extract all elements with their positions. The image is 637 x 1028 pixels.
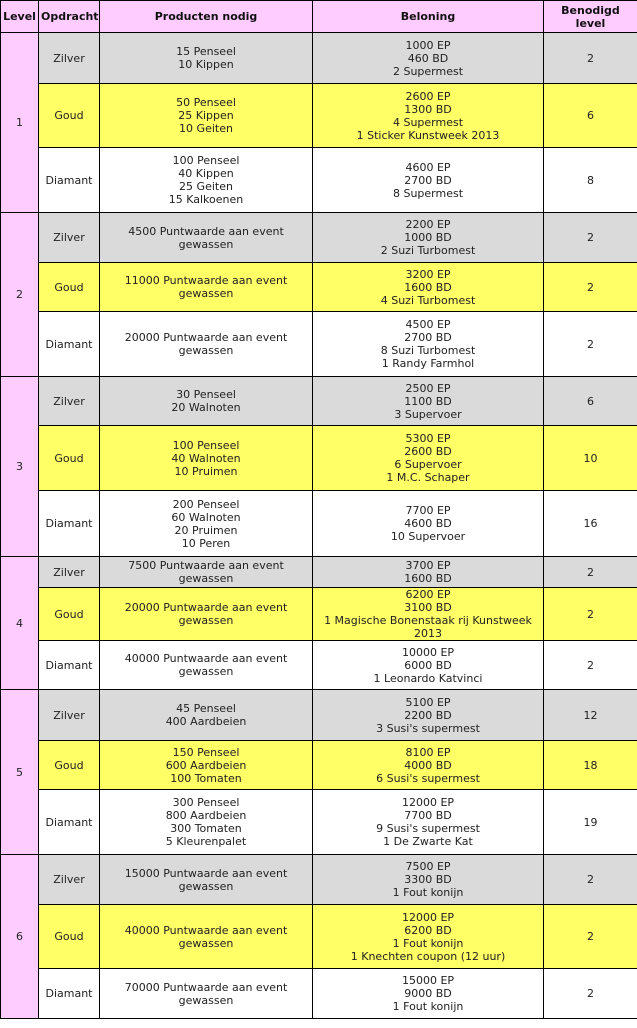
table-row	[1, 148, 637, 213]
products-cell	[100, 905, 313, 969]
reward-line: 4500 EP	[405, 318, 451, 331]
product-line: 25 Geiten	[179, 180, 233, 193]
table-row	[1, 969, 637, 1019]
product-line: 20 Walnoten	[171, 401, 241, 414]
reward-line: 4 Supermest	[392, 115, 464, 129]
tier-cell: Diamant	[39, 312, 100, 377]
product-line: 5 Kleurenpalet	[165, 835, 247, 848]
reward-line: 7700 EP	[405, 504, 451, 517]
table-row	[1, 213, 637, 263]
reward-line: 4600 BD	[404, 517, 452, 530]
rewards-cell	[313, 377, 544, 426]
products-cell	[100, 148, 313, 213]
required-level-cell: 16	[544, 491, 637, 557]
reward-line: 7700 BD	[404, 809, 452, 822]
reward-line: 8100 EP	[405, 745, 451, 759]
required-level-cell: 2	[544, 33, 637, 84]
products-cell	[100, 641, 313, 690]
level-cell: 1	[1, 33, 39, 213]
rewards-cell	[313, 491, 544, 557]
level-cell: 4	[1, 557, 39, 690]
product-line: 20000 Puntwaarde aan event gewassen	[124, 601, 288, 627]
rewards-cell	[313, 905, 544, 969]
tier-cell: Goud	[39, 741, 100, 790]
tier-cell: Goud	[39, 263, 100, 312]
product-line: 100 Tomaten	[170, 771, 242, 785]
tier-cell: Zilver	[39, 557, 100, 588]
reward-line: 3 Susi's supermest	[376, 721, 480, 735]
tier-cell: Zilver	[39, 855, 100, 905]
rewards-cell	[313, 741, 544, 790]
products-cell	[100, 790, 313, 855]
reward-line: 6200 EP	[405, 588, 451, 601]
rewards-cell	[313, 969, 544, 1019]
product-line: 10 Geiten	[179, 122, 233, 135]
reward-line: 6000 BD	[404, 658, 452, 672]
table-row	[1, 557, 637, 588]
product-line: 300 Penseel	[172, 796, 240, 809]
products-cell	[100, 969, 313, 1019]
product-line: 15000 Puntwaarde aan event gewassen	[124, 866, 288, 893]
reward-line: 2200 BD	[404, 708, 452, 722]
products-cell	[100, 741, 313, 790]
required-level-cell: 2	[544, 312, 637, 377]
required-level-cell: 2	[544, 213, 637, 263]
rewards-cell	[313, 557, 544, 588]
header-opdracht: Opdracht	[39, 1, 100, 33]
reward-line: 8 Suzi Turbomest	[380, 344, 476, 357]
reward-line: 1000 EP	[405, 38, 451, 52]
required-level-cell: 2	[544, 905, 637, 969]
rewards-cell	[313, 588, 544, 641]
reward-line: 1 Fout konijn	[392, 1000, 464, 1013]
tier-cell: Goud	[39, 588, 100, 641]
reward-line: 5300 EP	[405, 432, 451, 445]
tier-cell: Zilver	[39, 213, 100, 263]
header-beloning: Beloning	[313, 1, 544, 33]
tier-cell: Zilver	[39, 33, 100, 84]
table-row	[1, 491, 637, 557]
products-cell	[100, 690, 313, 741]
reward-line: 5100 EP	[405, 695, 451, 709]
reward-line: 2700 BD	[404, 331, 452, 344]
header-benodigd-level: Benodigd level	[544, 1, 637, 33]
reward-line: 10 Supervoer	[390, 530, 466, 543]
product-line: 70000 Puntwaarde aan event gewassen	[124, 980, 288, 1007]
reward-line: 1 Fout konijn	[392, 936, 464, 950]
rewards-cell	[313, 790, 544, 855]
required-level-cell: 2	[544, 641, 637, 690]
rewards-cell	[313, 312, 544, 377]
header-producten: Producten nodig	[100, 1, 313, 33]
product-line: 15 Penseel	[176, 45, 236, 58]
table-row	[1, 33, 637, 84]
required-level-cell: 19	[544, 790, 637, 855]
product-line: 11000 Puntwaarde aan event gewassen	[124, 274, 288, 300]
reward-line: 1 Leonardo Katvinci	[373, 671, 483, 685]
product-line: 10 Kippen	[178, 58, 234, 71]
table-row	[1, 855, 637, 905]
table-row	[1, 377, 637, 426]
reward-line: 3300 BD	[404, 873, 452, 886]
products-cell	[100, 855, 313, 905]
table-row	[1, 426, 637, 491]
reward-line: 2200 EP	[405, 218, 451, 231]
reward-line: 8 Supermest	[392, 186, 464, 200]
required-level-cell: 2	[544, 969, 637, 1019]
table-row	[1, 690, 637, 741]
products-cell	[100, 312, 313, 377]
reward-line: 1600 BD	[404, 280, 452, 294]
product-line: 40 Kippen	[178, 167, 234, 180]
table-row	[1, 905, 637, 969]
product-line: 60 Walnoten	[171, 510, 241, 524]
products-cell	[100, 588, 313, 641]
product-line: 800 Aardbeien	[165, 809, 247, 822]
table-row	[1, 790, 637, 855]
product-line: 45 Penseel	[176, 702, 236, 715]
level-cell: 5	[1, 690, 39, 855]
reward-line: 2500 EP	[405, 381, 451, 395]
tier-cell: Zilver	[39, 377, 100, 426]
products-cell	[100, 491, 313, 557]
reward-line: 10000 EP	[401, 645, 455, 659]
reward-line: 3100 BD	[404, 601, 452, 614]
reward-line: 2600 BD	[404, 445, 452, 458]
tier-cell: Goud	[39, 84, 100, 148]
reward-line: 1 Fout konijn	[392, 886, 464, 899]
rewards-cell	[313, 426, 544, 491]
products-cell	[100, 263, 313, 312]
reward-line: 6200 BD	[404, 923, 452, 937]
products-cell	[100, 84, 313, 148]
required-level-cell: 2	[544, 263, 637, 312]
tier-cell: Diamant	[39, 491, 100, 557]
table-row	[1, 588, 637, 641]
rewards-cell	[313, 148, 544, 213]
header-row	[1, 1, 637, 33]
reward-line: 2 Suzi Turbomest	[380, 244, 476, 257]
reward-line: 4600 EP	[405, 160, 451, 174]
product-line: 100 Penseel	[172, 154, 240, 167]
reward-line: 9 Susi's supermest	[376, 822, 480, 835]
table-body	[1, 33, 637, 1019]
tier-cell: Diamant	[39, 148, 100, 213]
reward-line: 1000 BD	[404, 231, 452, 244]
rewards-cell	[313, 690, 544, 741]
tier-cell: Diamant	[39, 641, 100, 690]
product-line: 600 Aardbeien	[165, 758, 247, 772]
product-line: 15 Kalkoenen	[168, 193, 244, 206]
rewards-cell	[313, 33, 544, 84]
table-row	[1, 641, 637, 690]
product-line: 20000 Puntwaarde aan event gewassen	[124, 331, 288, 357]
reward-line: 1 Randy Farmhol	[381, 357, 475, 370]
rewards-cell	[313, 855, 544, 905]
reward-line: 3700 EP	[405, 559, 451, 572]
product-line: 20 Pruimen	[174, 523, 238, 537]
reward-line: 2600 EP	[405, 89, 451, 103]
tier-cell: Diamant	[39, 969, 100, 1019]
level-cell: 6	[1, 855, 39, 1019]
reward-line: 3200 EP	[405, 267, 451, 281]
product-line: 10 Peren	[181, 536, 231, 550]
reward-line: 1300 BD	[404, 102, 452, 116]
required-level-cell: 18	[544, 741, 637, 790]
table-row	[1, 263, 637, 312]
product-line: 300 Tomaten	[170, 822, 242, 835]
products-cell	[100, 557, 313, 588]
products-cell	[100, 33, 313, 84]
required-level-cell: 8	[544, 148, 637, 213]
required-level-cell: 6	[544, 84, 637, 148]
reward-line: 12000 EP	[401, 910, 455, 924]
reward-line: 1 Magische Bonenstaak rij Kunstweek 2013	[324, 614, 532, 640]
required-level-cell: 10	[544, 426, 637, 491]
required-level-cell: 12	[544, 690, 637, 741]
product-line: 100 Penseel	[172, 438, 240, 452]
product-line: 200 Penseel	[172, 497, 240, 511]
rewards-cell	[313, 84, 544, 148]
reward-line: 460 BD	[407, 51, 449, 65]
product-line: 25 Kippen	[178, 109, 234, 122]
product-line: 40000 Puntwaarde aan event gewassen	[124, 652, 288, 678]
products-cell	[100, 377, 313, 426]
required-level-cell: 2	[544, 855, 637, 905]
reward-line: 1 Knechten coupon (12 uur)	[350, 949, 506, 963]
table-row	[1, 312, 637, 377]
table-row	[1, 741, 637, 790]
products-cell	[100, 426, 313, 491]
level-cell: 2	[1, 213, 39, 377]
reward-line: 4 Suzi Turbomest	[380, 293, 476, 307]
reward-line: 6 Supervoer	[394, 458, 462, 471]
header-level: Level	[1, 1, 39, 33]
product-line: 150 Penseel	[172, 745, 240, 759]
tier-cell: Goud	[39, 905, 100, 969]
reward-line: 15000 EP	[401, 974, 455, 987]
required-level-cell: 6	[544, 377, 637, 426]
required-level-cell: 2	[544, 588, 637, 641]
tier-cell: Goud	[39, 426, 100, 491]
reward-line: 12000 EP	[401, 796, 455, 809]
rewards-cell	[313, 213, 544, 263]
product-line: 4500 Puntwaarde aan event gewassen	[128, 224, 284, 251]
product-line: 40000 Puntwaarde aan event gewassen	[124, 923, 288, 950]
product-line: 40 Walnoten	[171, 451, 241, 465]
level-cell: 3	[1, 377, 39, 557]
rewards-cell	[313, 263, 544, 312]
products-cell	[100, 213, 313, 263]
reward-line: 4000 BD	[404, 758, 452, 772]
product-line: 400 Aardbeien	[165, 715, 247, 728]
reward-line: 3 Supervoer	[394, 407, 462, 421]
tier-cell: Diamant	[39, 790, 100, 855]
reward-line: 9000 BD	[404, 987, 452, 1000]
table-row	[1, 84, 637, 148]
reward-line: 2700 BD	[404, 173, 452, 187]
product-line: 50 Penseel	[176, 96, 236, 109]
tier-cell: Zilver	[39, 690, 100, 741]
reward-line: 7500 EP	[405, 860, 451, 873]
reward-line: 2 Supermest	[392, 64, 464, 78]
reward-line: 1600 BD	[404, 572, 452, 585]
reward-line: 1 Sticker Kunstweek 2013	[356, 128, 500, 142]
reward-line: 1 De Zwarte Kat	[383, 835, 473, 848]
product-line: 10 Pruimen	[174, 464, 238, 478]
required-level-cell: 2	[544, 557, 637, 588]
reward-line: 1100 BD	[404, 394, 452, 408]
reward-line: 1 M.C. Schaper	[386, 471, 470, 484]
product-line: 7500 Puntwaarde aan event gewassen	[128, 559, 284, 585]
rewards-cell	[313, 641, 544, 690]
reward-line: 6 Susi's supermest	[376, 771, 480, 785]
product-line: 30 Penseel	[176, 388, 236, 401]
